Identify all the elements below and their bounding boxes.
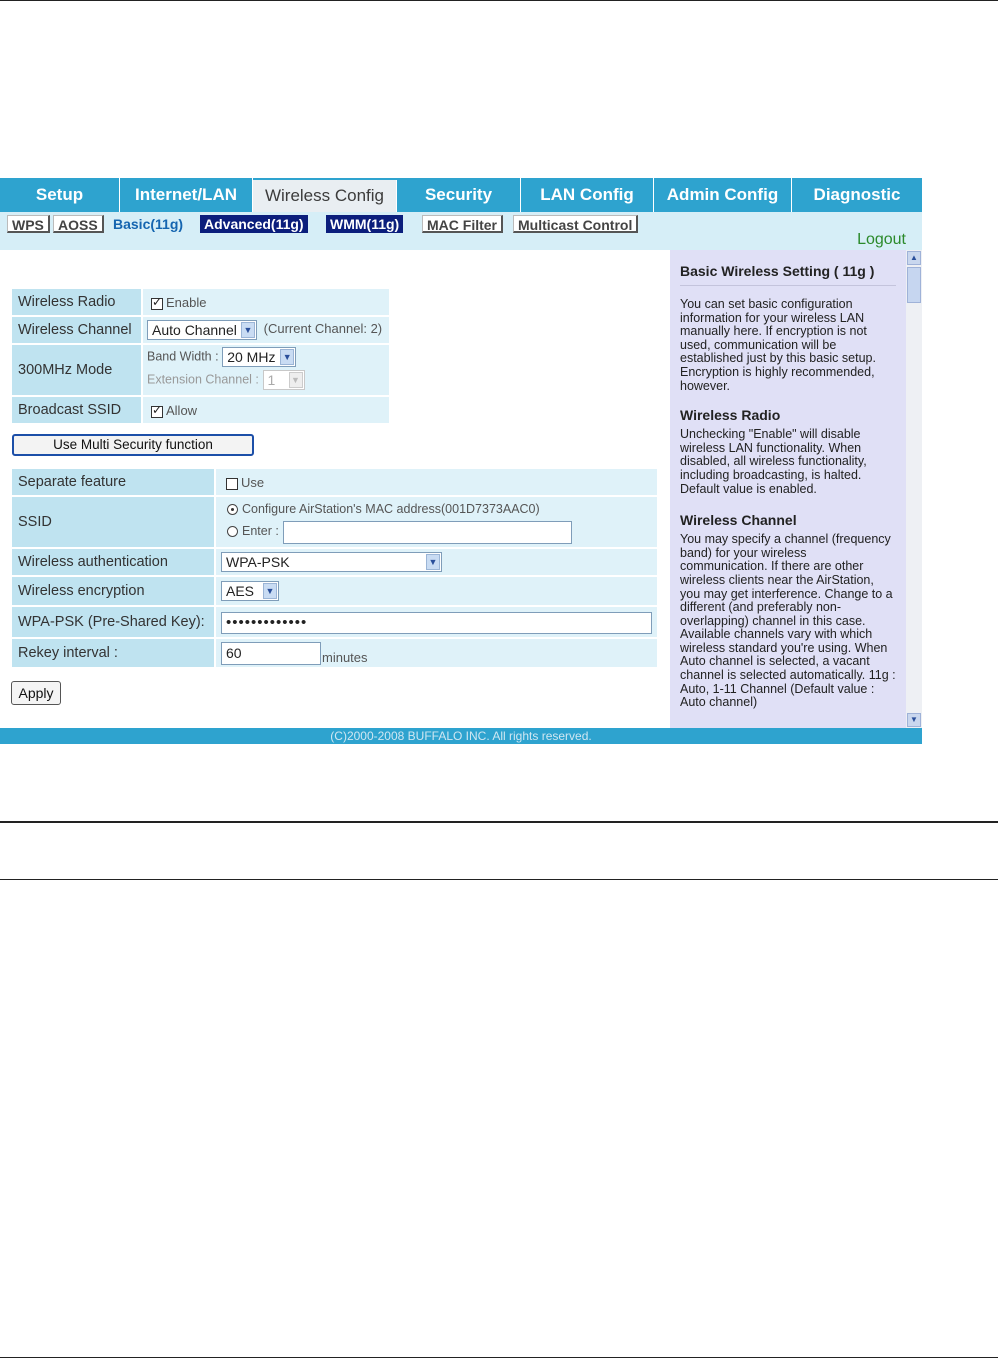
separate-feature-label: Separate feature [12, 469, 214, 495]
bandwidth-label: Band Width : [147, 349, 219, 364]
main-tab-bar [0, 178, 922, 212]
use-label: Use [241, 475, 265, 490]
wireless-encryption-value [216, 577, 657, 605]
ssid-label: SSID [12, 497, 214, 547]
mode-300mhz-label: 300MHz Mode [12, 345, 141, 395]
wireless-radio-enable-checkbox[interactable] [151, 298, 163, 310]
wireless-channel-select[interactable] [147, 320, 257, 340]
wpa-psk-input[interactable]: ••••••••••••• [221, 612, 652, 634]
wireless-channel-value [143, 317, 389, 343]
router-config-screenshot [0, 178, 922, 744]
chevron-down-icon: ▼ [289, 372, 303, 388]
authentication-selected: WPA-PSK [226, 554, 290, 570]
subtab-aoss[interactable]: AOSS [53, 215, 104, 233]
tab-wireless-config[interactable]: Wireless Config [253, 180, 397, 212]
settings-form [0, 250, 668, 728]
wpa-psk-label: WPA-PSK (Pre-Shared Key): [12, 607, 214, 637]
subtab-wps[interactable]: WPS [7, 215, 50, 233]
subtab-mac-filter[interactable]: MAC Filter [422, 215, 503, 233]
wireless-encryption-select[interactable] [221, 581, 279, 601]
logout-link[interactable]: Logout [857, 231, 906, 248]
channel-selected: Auto Channel [152, 322, 237, 338]
wireless-authentication-value [216, 549, 657, 575]
extension-channel-selected: 1 [267, 372, 276, 388]
tab-security[interactable]: Security [397, 178, 521, 212]
help-scrollbar[interactable] [906, 250, 922, 728]
chevron-down-icon: ▼ [280, 349, 294, 365]
extension-channel-label: Extension Channel : [147, 372, 259, 387]
help-wireless-radio-title: Wireless Radio [680, 407, 781, 424]
mode-300mhz-value [143, 345, 389, 395]
bandwidth-selected: 20 MHz [227, 349, 276, 365]
apply-button[interactable]: Apply [11, 681, 61, 705]
encryption-selected: AES [226, 583, 255, 599]
ssid-enter-radio[interactable] [227, 526, 238, 537]
extension-channel-select[interactable] [263, 370, 305, 390]
enable-label: Enable [166, 295, 207, 310]
wireless-authentication-label: Wireless authentication [12, 549, 214, 575]
copyright-footer: (C)2000-2008 BUFFALO INC. All rights reserved. [0, 728, 922, 744]
sub-tab-bar [0, 212, 922, 250]
help-intro: You can set basic configuration information for your wireless LAN manually here. If encryption is not used, communication will be established just by this basic setup. Encryption is highly recommended, however. [680, 297, 876, 393]
broadcast-ssid-value [143, 397, 389, 423]
top-rule [0, 0, 998, 1]
middle-rule-lower [0, 879, 998, 880]
help-wireless-radio-text: Unchecking "Enable" will disable wireless LAN functionality. When disabled, all wireless functionality, including broadcasting, is halted. Default value is enabled. [680, 427, 867, 496]
bandwidth-select[interactable] [222, 347, 296, 367]
bottom-rule [0, 1357, 998, 1358]
scroll-thumb[interactable] [907, 267, 921, 303]
rekey-interval-input[interactable]: 60 [221, 642, 321, 665]
subtab-advanced-11g[interactable]: Advanced(11g) [200, 215, 308, 233]
scroll-down-icon[interactable]: ▼ [907, 713, 921, 727]
subtab-wmm-11g[interactable]: WMM(11g) [326, 215, 403, 233]
chevron-down-icon: ▼ [263, 583, 277, 599]
broadcast-ssid-label: Broadcast SSID [12, 397, 141, 423]
tab-lan-config[interactable]: LAN Config [521, 178, 654, 212]
wireless-radio-value [143, 289, 389, 315]
tab-diagnostic[interactable]: Diagnostic [813, 185, 901, 204]
separate-feature-value [216, 469, 657, 495]
tab-setup[interactable]: Setup [0, 178, 120, 212]
ssid-input[interactable] [283, 521, 572, 544]
wireless-channel-label: Wireless Channel [12, 317, 141, 343]
current-channel-text: (Current Channel: 2) [263, 321, 383, 337]
subtab-basic-11g[interactable]: Basic(11g) [113, 216, 184, 232]
ssid-mac-radio[interactable] [227, 504, 238, 515]
help-divider [680, 285, 896, 286]
help-wireless-channel-text: You may specify a channel (frequency band) for your wireless communication. If there are other wireless clients near the AirStation, you may get interference. Change to a different (and preferably non-overlapping) channel in this case. Available channels vary with which wireless standard you're using. When Auto channel is selected, a vacant channel is selected automatically. 11g : Auto, 1-11 Channel (Default value : Auto channel) [680, 532, 896, 710]
ssid-enter-option: Enter : [242, 524, 279, 538]
tab-internet-lan[interactable]: Internet/LAN [120, 178, 253, 212]
scroll-up-icon[interactable]: ▲ [907, 251, 921, 265]
separate-feature-checkbox[interactable] [226, 478, 238, 490]
use-multi-security-button[interactable]: Use Multi Security function [12, 434, 254, 456]
chevron-down-icon: ▼ [241, 322, 255, 338]
chevron-down-icon: ▼ [426, 554, 440, 570]
wireless-encryption-label: Wireless encryption [12, 577, 214, 605]
help-wireless-channel-title: Wireless Channel [680, 512, 797, 529]
ssid-mac-option: Configure AirStation's MAC address(001D7373AAC0) [242, 502, 540, 516]
rekey-interval-label: Rekey interval : [12, 639, 214, 667]
middle-rule-upper [0, 821, 998, 823]
wireless-authentication-select[interactable] [221, 552, 442, 572]
wireless-radio-label: Wireless Radio [12, 289, 141, 315]
subtab-multicast-control[interactable]: Multicast Control [513, 215, 638, 233]
help-title: Basic Wireless Setting ( 11g ) [680, 263, 875, 279]
help-panel [670, 250, 906, 728]
tab-admin-config[interactable]: Admin Config [654, 178, 792, 212]
allow-label: Allow [166, 403, 198, 418]
rekey-unit: minutes [322, 650, 368, 665]
broadcast-ssid-allow-checkbox[interactable] [151, 406, 163, 418]
